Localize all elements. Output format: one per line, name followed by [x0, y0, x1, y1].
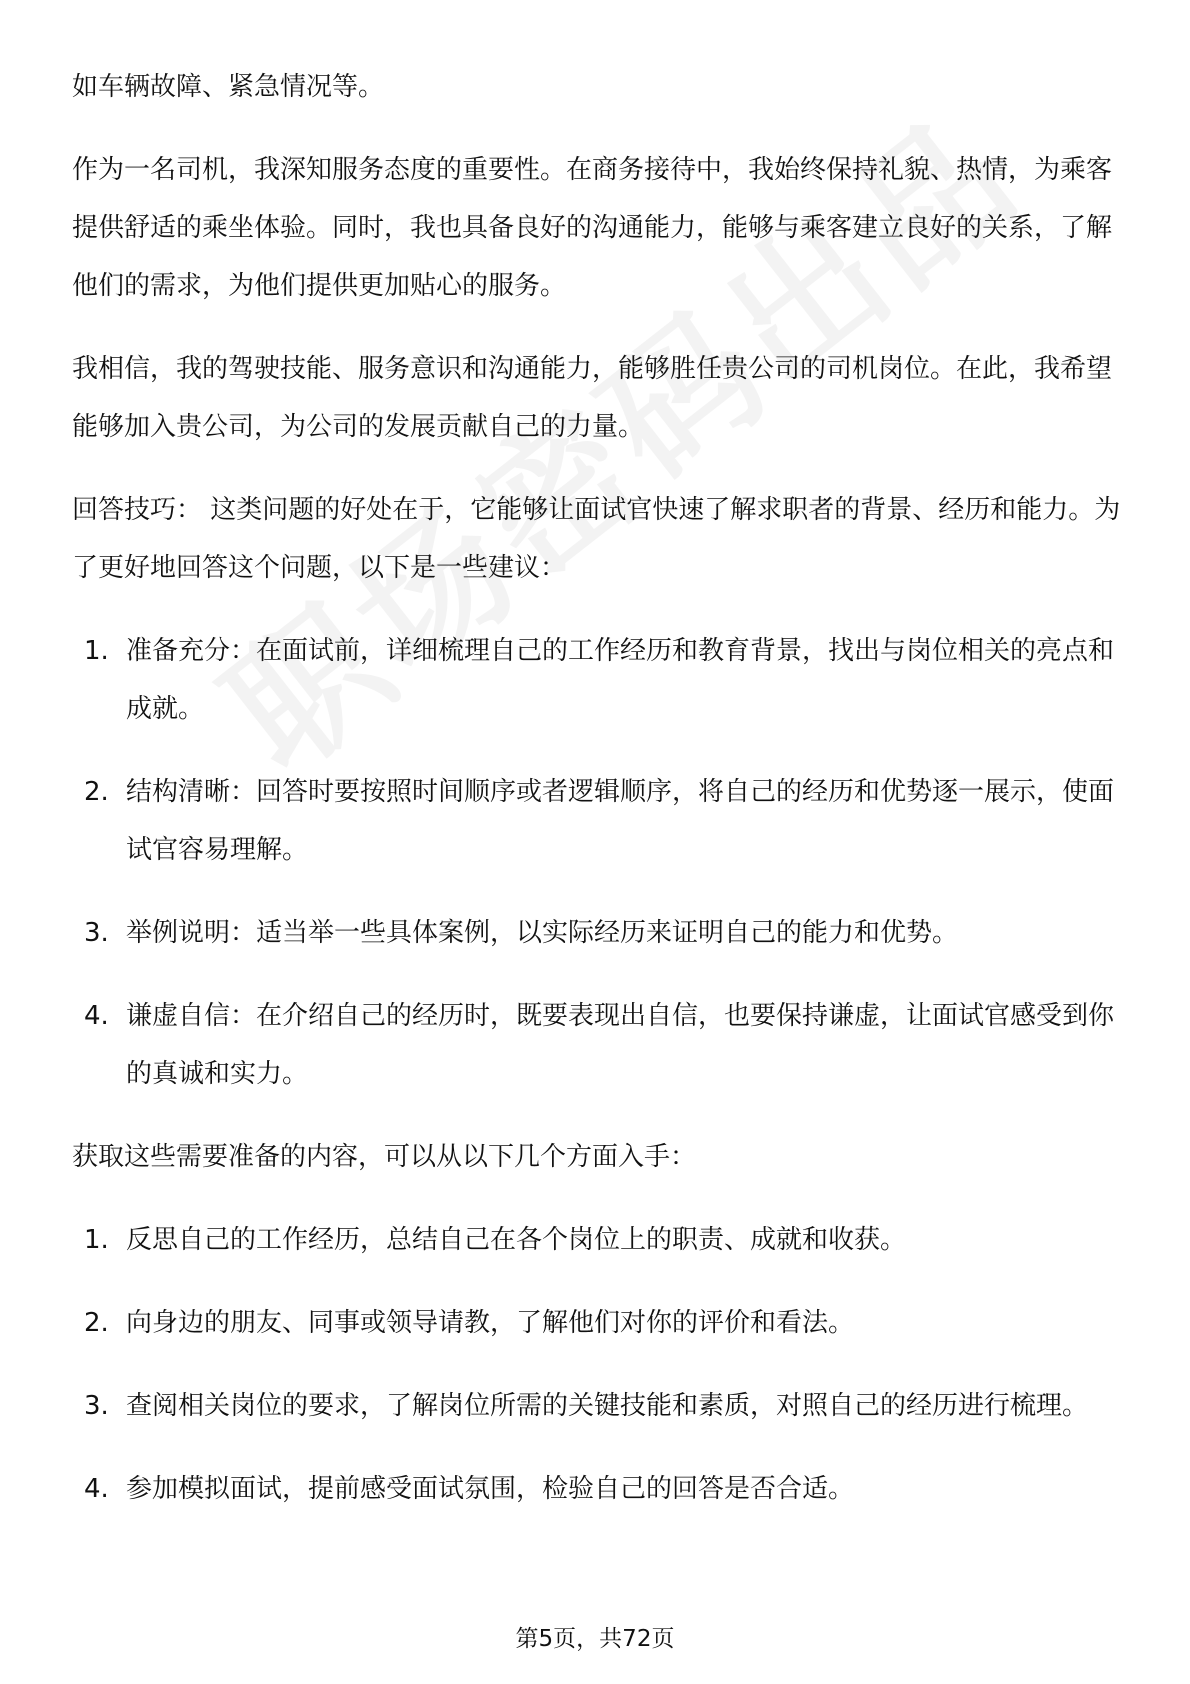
list-item-text: 反思自己的工作经历，总结自己在各个岗位上的职责、成就和收获。 — [126, 1225, 907, 1255]
preparation-list — [72, 1211, 1122, 1518]
list-item-text: 查阅相关岗位的要求，了解岗位所需的关键技能和素质，对照自己的经历进行梳理。 — [126, 1391, 1089, 1421]
list-item-text: 谦虚自信：在介绍自己的经历时，既要表现出自信，也要保持谦虚，让面试官感受到你的真诚和实力。 — [126, 1001, 1115, 1089]
paragraph-intro-tail: 如车辆故障、紧急情况等。 — [72, 72, 385, 102]
list-item — [72, 622, 1122, 738]
list-item — [72, 1211, 1122, 1269]
list-number: 2. — [84, 777, 109, 807]
list-item — [72, 904, 1122, 962]
list-item — [72, 1377, 1122, 1435]
list-number: 4. — [84, 1001, 109, 1031]
list-item-text: 向身边的朋友、同事或领导请教，了解他们对你的评价和看法。 — [126, 1308, 855, 1338]
paragraph-service-attitude: 作为一名司机，我深知服务态度的重要性。在商务接待中，我始终保持礼貌、热情，为乘客提供舒适的乘坐体验。同时，我也具备良好的沟通能力，能够与乘客建立良好的关系，了解他们的需求，为他们提供更加贴心的服务。 — [72, 155, 1113, 301]
paragraph-preparation: 获取这些需要准备的内容，可以从以下几个方面入手： — [72, 1142, 697, 1172]
list-number: 1. — [84, 1225, 109, 1255]
page-number-footer: 第5页，共72页 — [515, 1626, 675, 1652]
list-number: 3. — [84, 918, 109, 948]
list-item — [72, 763, 1122, 879]
list-number: 2. — [84, 1308, 109, 1338]
list-item — [72, 1460, 1122, 1518]
page-content — [72, 58, 1122, 1543]
paragraph-conclusion: 我相信，我的驾驶技能、服务意识和沟通能力，能够胜任贵公司的司机岗位。在此，我希望能够加入贵公司，为公司的发展贡献自己的力量。 — [72, 354, 1113, 442]
list-item-text: 结构清晰：回答时要按照时间顺序或者逻辑顺序，将自己的经历和优势逐一展示，使面试官容易理解。 — [126, 777, 1115, 865]
list-item-text: 举例说明：适当举一些具体案例，以实际经历来证明自己的能力和优势。 — [126, 918, 959, 948]
list-item — [72, 987, 1122, 1103]
list-item-text: 参加模拟面试，提前感受面试氛围，检验自己的回答是否合适。 — [126, 1474, 855, 1504]
list-item-text: 准备充分：在面试前，详细梳理自己的工作经历和教育背景，找出与岗位相关的亮点和成就。 — [126, 636, 1115, 724]
tips-list — [72, 622, 1122, 1103]
paragraph-answer-tips: 回答技巧： 这类问题的好处在于，它能够让面试官快速了解求职者的背景、经历和能力。为了更好地回答这个问题，以下是一些建议： — [72, 495, 1121, 583]
list-number: 1. — [84, 636, 109, 666]
list-item — [72, 1294, 1122, 1352]
list-number: 4. — [84, 1474, 109, 1504]
list-number: 3. — [84, 1391, 109, 1421]
